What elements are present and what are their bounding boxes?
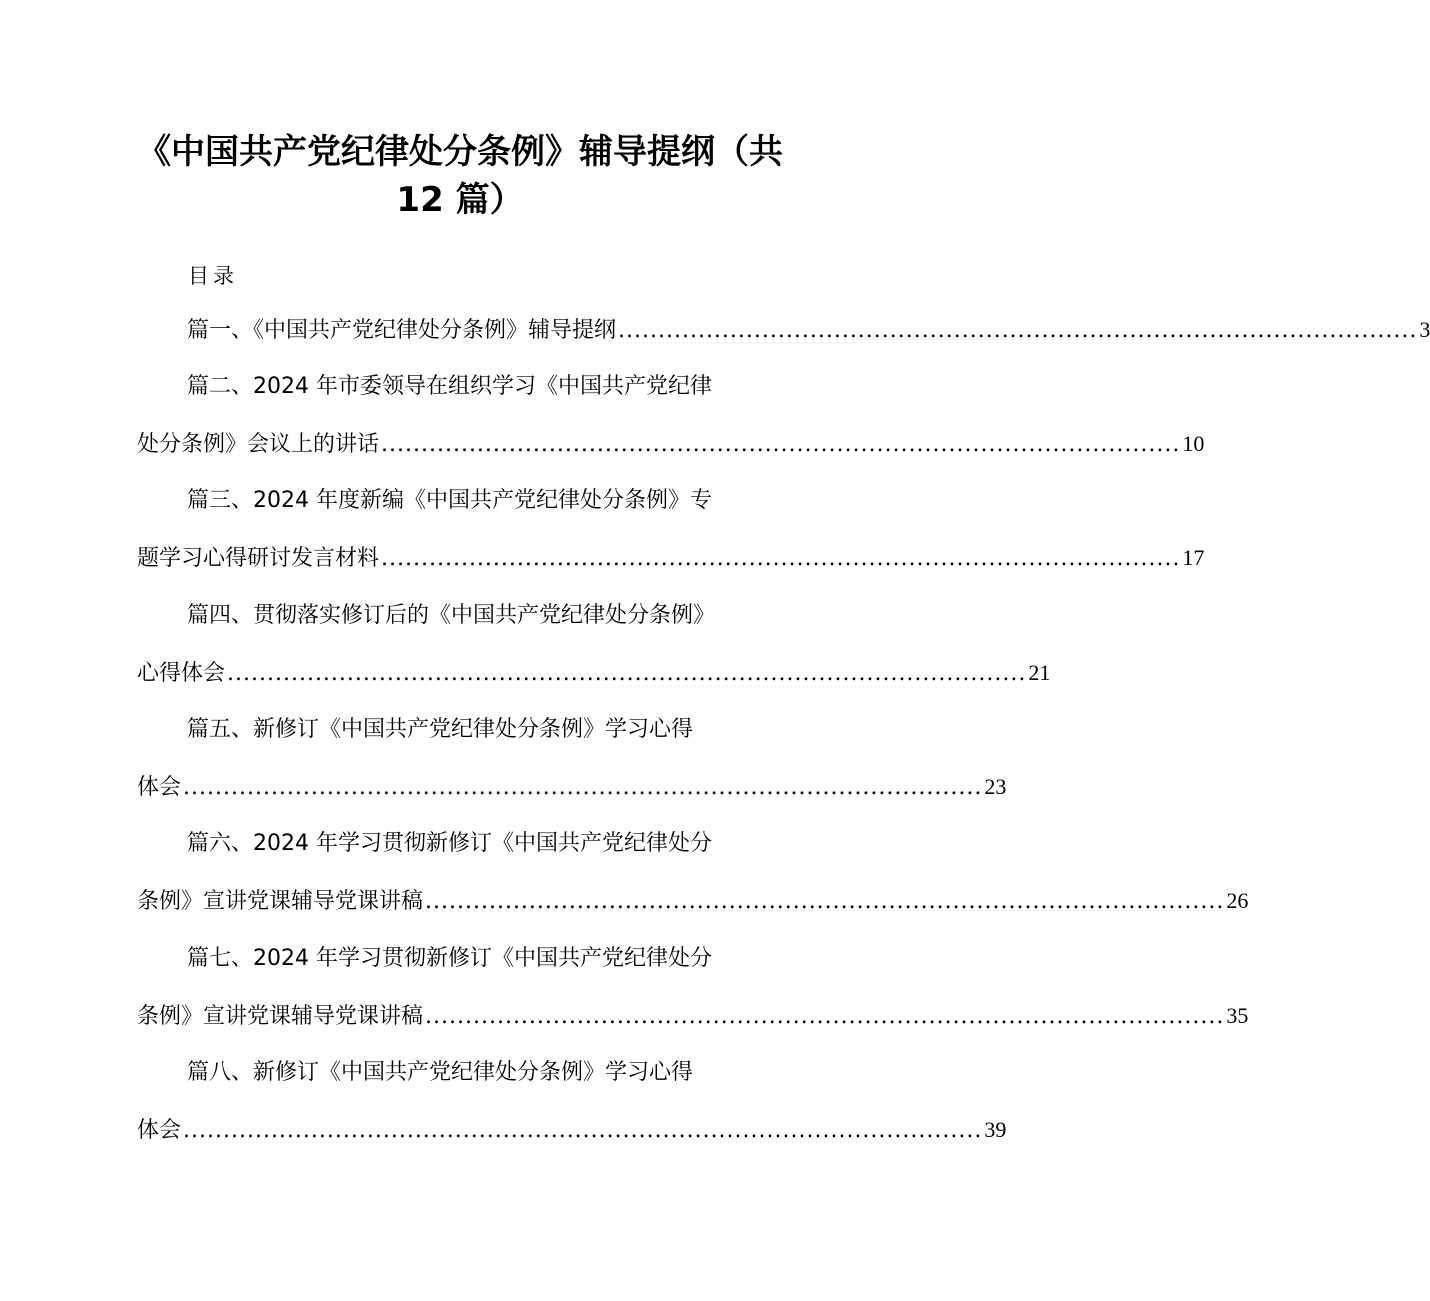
toc-entry-2-line-1[interactable] — [137, 367, 769, 407]
title-line-2: 12 篇） — [396, 180, 524, 220]
toc-entry-4-line-2[interactable] — [137, 653, 1051, 693]
toc-entry-5-line-2[interactable] — [137, 767, 1007, 807]
toc-entry-6-line-2[interactable] — [137, 881, 1249, 921]
toc-entry-4-line-1[interactable] — [137, 596, 769, 636]
toc-entry-text: 体会 — [137, 775, 182, 800]
toc-entry-7-line-2[interactable] — [137, 996, 1249, 1036]
toc-entry-text: 体会 — [137, 1118, 182, 1143]
toc-entry-6-line-1[interactable] — [137, 824, 769, 864]
toc-leader-dots: .................................................................................................... — [183, 1118, 983, 1143]
toc-entry-text: 篇七、2024 年学习贯彻新修订《中国共产党纪律处分 — [187, 946, 712, 971]
toc-entry-text: 条例》宣讲党课辅导党课讲稿 — [137, 1004, 424, 1029]
toc-page-number: 35 — [1226, 1003, 1249, 1028]
toc-entry-text: 篇五、新修订《中国共产党纪律处分条例》学习心得 — [187, 717, 694, 742]
toc-page-number: 39 — [984, 1117, 1007, 1142]
toc-entry-text: 篇二、2024 年市委领导在组织学习《中国共产党纪律 — [187, 374, 712, 399]
toc-entry-3-line-2[interactable] — [137, 538, 1205, 578]
toc-entry-text: 处分条例》会议上的讲话 — [137, 432, 380, 457]
toc-entry-text: 篇一、《中国共产党纪律处分条例》辅导提纲 — [187, 318, 617, 343]
toc-entry-3-line-1[interactable] — [137, 481, 769, 521]
toc-entry-text: 篇三、2024 年度新编《中国共产党纪律处分条例》专 — [187, 488, 712, 513]
toc-leader-dots: .................................................................................................... — [381, 546, 1181, 571]
toc-entry-7-line-1[interactable] — [137, 939, 769, 979]
toc-heading: 目录 — [188, 264, 238, 288]
toc-page-number: 23 — [984, 774, 1007, 799]
toc-leader-dots: .................................................................................................... — [227, 661, 1027, 686]
toc-leader-dots: .................................................................................................... — [618, 318, 1418, 343]
toc-entry-text: 篇六、2024 年学习贯彻新修订《中国共产党纪律处分 — [187, 831, 712, 856]
toc-page-number: 3 — [1419, 317, 1430, 342]
document-title — [130, 128, 790, 224]
toc-entry-8-line-2[interactable] — [137, 1110, 1007, 1150]
toc-page-number: 26 — [1226, 888, 1249, 913]
toc-entry-8-line-1[interactable] — [137, 1053, 769, 1093]
toc-entry-1[interactable] — [137, 310, 1430, 350]
toc-entry-text: 篇四、贯彻落实修订后的《中国共产党纪律处分条例》 — [187, 603, 716, 628]
toc-leader-dots: .................................................................................................... — [381, 432, 1181, 457]
toc-entry-text: 心得体会 — [137, 661, 226, 686]
toc-entry-text: 篇八、新修订《中国共产党纪律处分条例》学习心得 — [187, 1060, 694, 1085]
toc-page-number: 10 — [1182, 431, 1205, 456]
toc-entry-text: 题学习心得研讨发言材料 — [137, 546, 380, 571]
toc-entry-5-line-1[interactable] — [137, 710, 769, 750]
toc-entry-2-line-2[interactable] — [137, 424, 1205, 464]
toc-leader-dots: .................................................................................................... — [183, 775, 983, 800]
toc-entry-text: 条例》宣讲党课辅导党课讲稿 — [137, 889, 424, 914]
toc-leader-dots: .................................................................................................... — [425, 889, 1225, 914]
title-line-1: 《中国共产党纪律处分条例》辅导提纲（共 — [137, 132, 783, 172]
toc-page-number: 21 — [1028, 660, 1051, 685]
toc-page-number: 17 — [1182, 545, 1205, 570]
toc-leader-dots: .................................................................................................... — [425, 1004, 1225, 1029]
